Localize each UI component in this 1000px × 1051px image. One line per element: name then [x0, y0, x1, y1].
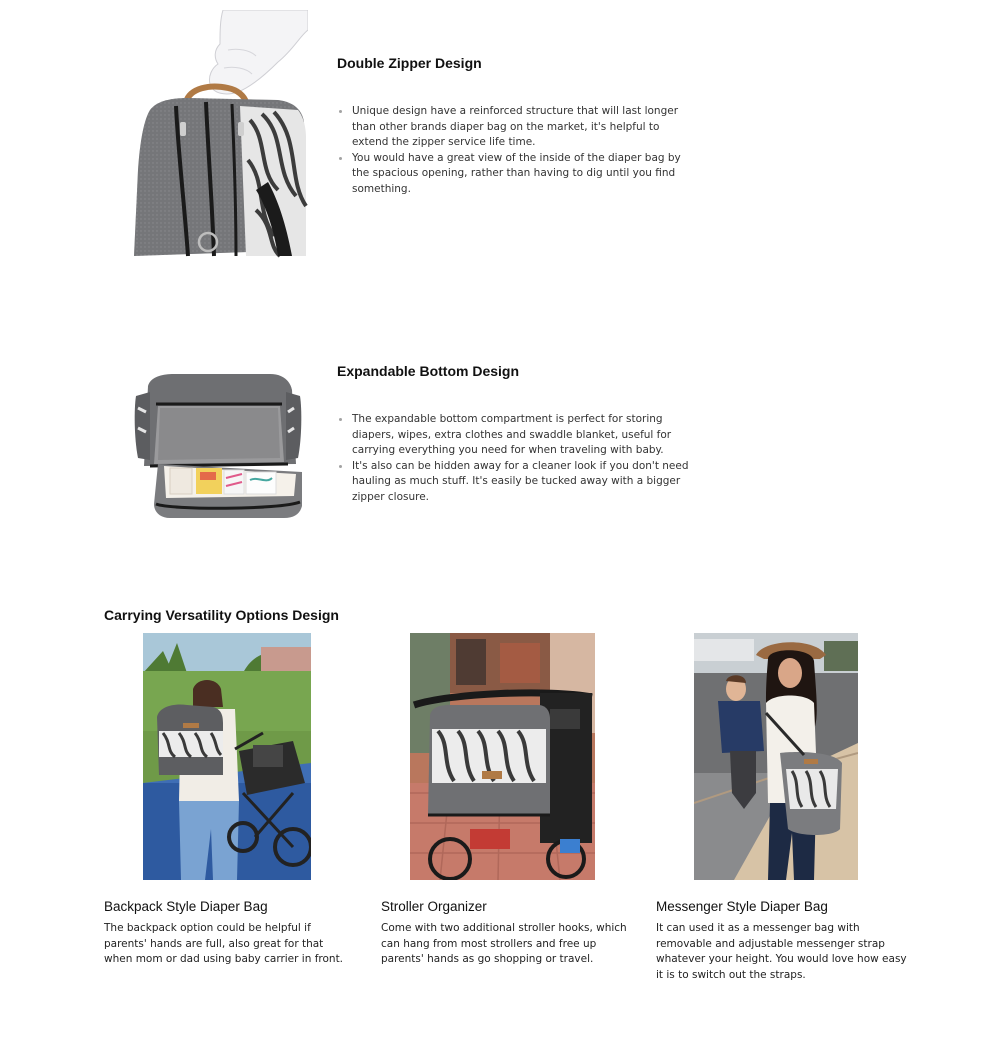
column-desc-stroller: Come with two additional stroller hooks, which can hang from most strollers and free up parents' hands as go shopping or travel.: [381, 922, 627, 966]
section-title-versatility: Carrying Versatility Options Design: [104, 607, 339, 623]
feature-title-double-zipper: Double Zipper Design: [337, 55, 482, 71]
double-zipper-bag-image: [128, 10, 308, 258]
list-item: [337, 104, 687, 151]
list-item: [337, 151, 687, 198]
column-title-stroller: Stroller Organizer: [381, 899, 487, 914]
bullet-text: The expandable bottom compartment is perfect for storing diapers, wipes, extra clothes and swaddle blanket, useful for carrying everything you need for when traveling with baby.: [352, 413, 672, 457]
feature-bullets-double-zipper: [337, 104, 687, 198]
bullet-text: It's also can be hidden away for a cleaner look if you don't need hauling as much stuff. It's easily be tucked away with a bigger zipper closure.: [352, 459, 689, 503]
feature-title-expandable-bottom: Expandable Bottom Design: [337, 363, 520, 379]
column-title-messenger: Messenger Style Diaper Bag: [656, 899, 828, 914]
column-title-backpack: Backpack Style Diaper Bag: [104, 899, 268, 914]
messenger-style-photo: [694, 633, 858, 880]
backpack-style-photo: [143, 633, 311, 880]
expandable-bottom-bag-image: [130, 368, 306, 526]
bullet-text: Unique design have a reinforced structure that will last longer than other brands diaper bag on the market, it's helpful to extend the zipper service life time.: [352, 105, 679, 149]
column-desc-backpack: The backpack option could be helpful if parents' hands are full, also great for that when mom or dad using baby carrier in front.: [104, 922, 344, 966]
list-item: [337, 459, 693, 506]
stroller-organizer-photo: [410, 633, 595, 880]
feature-bullets-expandable-bottom: [337, 412, 693, 506]
column-desc-messenger: It can used it as a messenger bag with removable and adjustable messenger strap whatever your height. You would love how easy it is to switch out the straps.: [656, 922, 907, 981]
list-item: [337, 412, 693, 459]
bullet-text: You would have a great view of the inside of the diaper bag by the spacious opening, rather than having to dig until you find something.: [352, 151, 681, 195]
